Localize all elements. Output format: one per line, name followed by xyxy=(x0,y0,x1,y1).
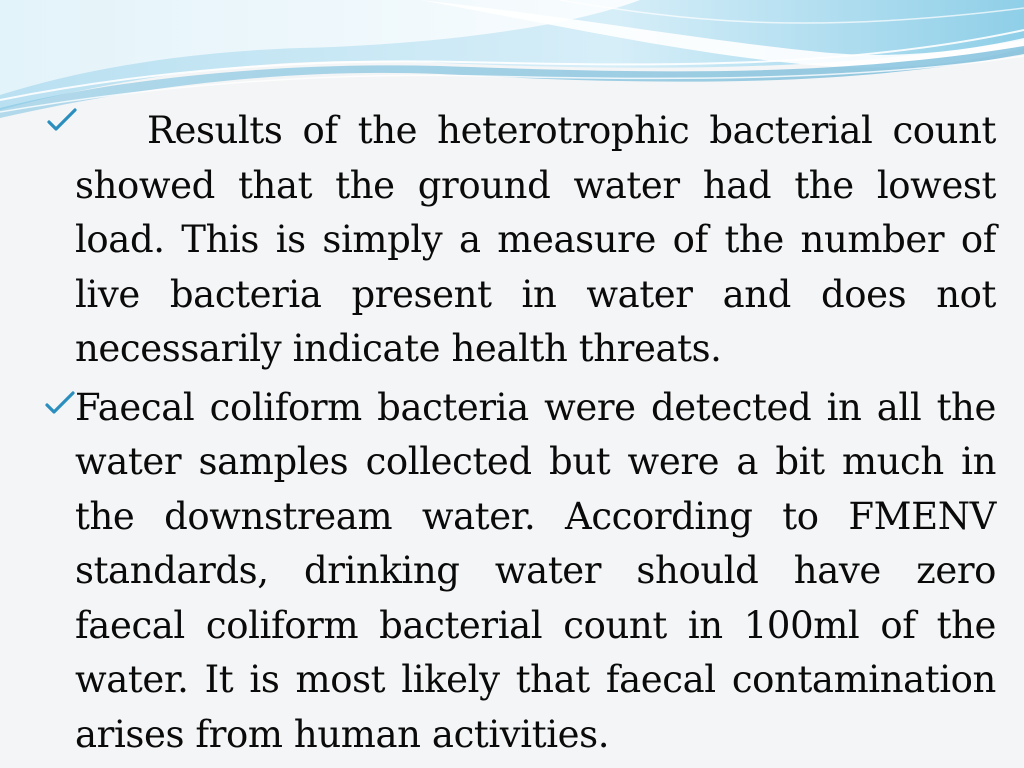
checkmark-icon xyxy=(45,391,75,417)
checkmark-icon xyxy=(47,108,77,134)
bullet-item xyxy=(75,104,996,377)
slide-body xyxy=(0,104,1024,762)
bullet-text: Results of the heterotrophic bacterial count showed that the ground water had the lowest load. This is simply a measure of the number of live bacteria present in water and does not necessarily indicate health threats. xyxy=(75,109,996,370)
bullet-text: Faecal coliform bacteria were detected in all the water samples collected but were a bit much in the downstream water. According to FMENV standards, drinking water should have zero faecal coliform bacterial count in 100ml of the water. It is most likely that faecal contamination arises from human activities. xyxy=(75,385,996,756)
bullet-item xyxy=(75,381,996,763)
